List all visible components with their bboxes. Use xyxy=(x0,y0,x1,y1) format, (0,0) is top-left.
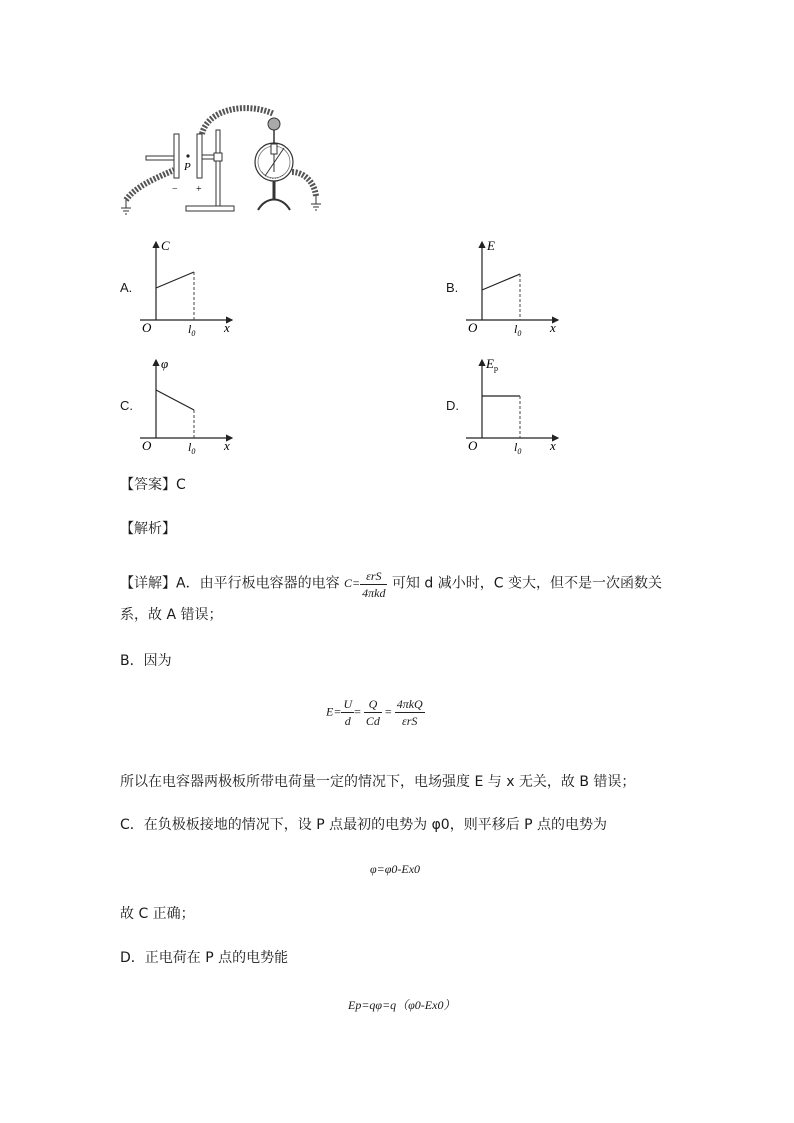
option-d-origin: O xyxy=(468,438,478,453)
option-a-label[interactable]: A. xyxy=(120,280,133,295)
option-d-l0: $l_0$ xyxy=(514,440,522,454)
option-a-line xyxy=(156,272,194,288)
option-a-origin: O xyxy=(142,320,152,335)
option-a-y-label: C xyxy=(161,238,170,253)
option-c-l0: $l_0$ xyxy=(188,440,196,454)
option-a-l0: $l_0$ xyxy=(188,322,196,336)
field-strength-formula: E= $\frac{U}{d}$ = $\frac{Q}{Cd}$ = $\frac{\text{4πkQ}}{\text{εrS}}$ xyxy=(326,697,423,728)
detail-b-line: B．因为 xyxy=(120,653,172,669)
option-b-line xyxy=(482,274,520,290)
option-c-graph xyxy=(134,354,244,454)
detail-a-text1: A．由平行板电容器的电容 xyxy=(176,575,345,592)
option-b-x-label: x xyxy=(550,320,556,335)
detail-a-line2: 系，故 A 错误； xyxy=(120,607,223,623)
answer-line xyxy=(120,475,186,495)
detail-a-text2: 可知 d 减小时，C 变大，但不是一次函数关 xyxy=(387,575,662,592)
option-c-y-label: φ xyxy=(161,356,169,371)
minus-sign: − xyxy=(172,184,178,195)
detail-c-conclusion: 故 C 正确； xyxy=(120,906,195,922)
detail-c-line: C．在负极板接地的情况下，设 P 点最初的电势为 φ0，则平移后 P 点的电势为 xyxy=(120,817,608,833)
detail-tag: 【详解】 xyxy=(120,575,176,592)
option-b-l0: $l_0$ xyxy=(514,322,522,336)
analysis-header: 【解析】 xyxy=(120,521,176,537)
option-c-x-label: x xyxy=(224,438,230,453)
potential-energy-formula: Ep=qφ=q（φ0-Ex0） xyxy=(348,998,456,1012)
option-c-line xyxy=(156,390,194,410)
option-b-y-label: E xyxy=(487,238,495,253)
option-a-x-label: x xyxy=(224,320,230,335)
option-a-graph xyxy=(134,236,244,336)
detail-b-conclusion: 所以在电容器两极板所带电荷量一定的情况下，电场强度 E 与 x 无关，故 B 错误； xyxy=(120,774,636,790)
option-c-label[interactable]: C. xyxy=(120,398,133,413)
answer-value: C xyxy=(176,477,186,493)
plus-sign: + xyxy=(196,184,202,195)
detail-d-line: D．正电荷在 P 点的电势能 xyxy=(120,950,289,966)
option-d-label[interactable]: D. xyxy=(446,398,459,413)
potential-formula: φ=φ0-Ex0 xyxy=(370,862,421,876)
option-c-origin: O xyxy=(142,438,152,453)
option-b-graph xyxy=(460,236,570,336)
option-d-y-label: $E_p$ xyxy=(486,356,498,373)
capacitor-apparatus-figure xyxy=(118,100,328,218)
answer-label: 【答案】 xyxy=(120,477,176,493)
detail-a-line1 xyxy=(120,568,662,601)
option-d-graph xyxy=(460,354,570,454)
option-b-origin: O xyxy=(468,320,478,335)
option-d-x-label: x xyxy=(550,438,556,453)
option-b-label[interactable]: B. xyxy=(446,280,459,295)
point-p-label: P xyxy=(184,161,191,173)
capacitance-formula: C= $\frac{\text{εrS}}{\text{4πkd}}$ xyxy=(344,569,386,600)
